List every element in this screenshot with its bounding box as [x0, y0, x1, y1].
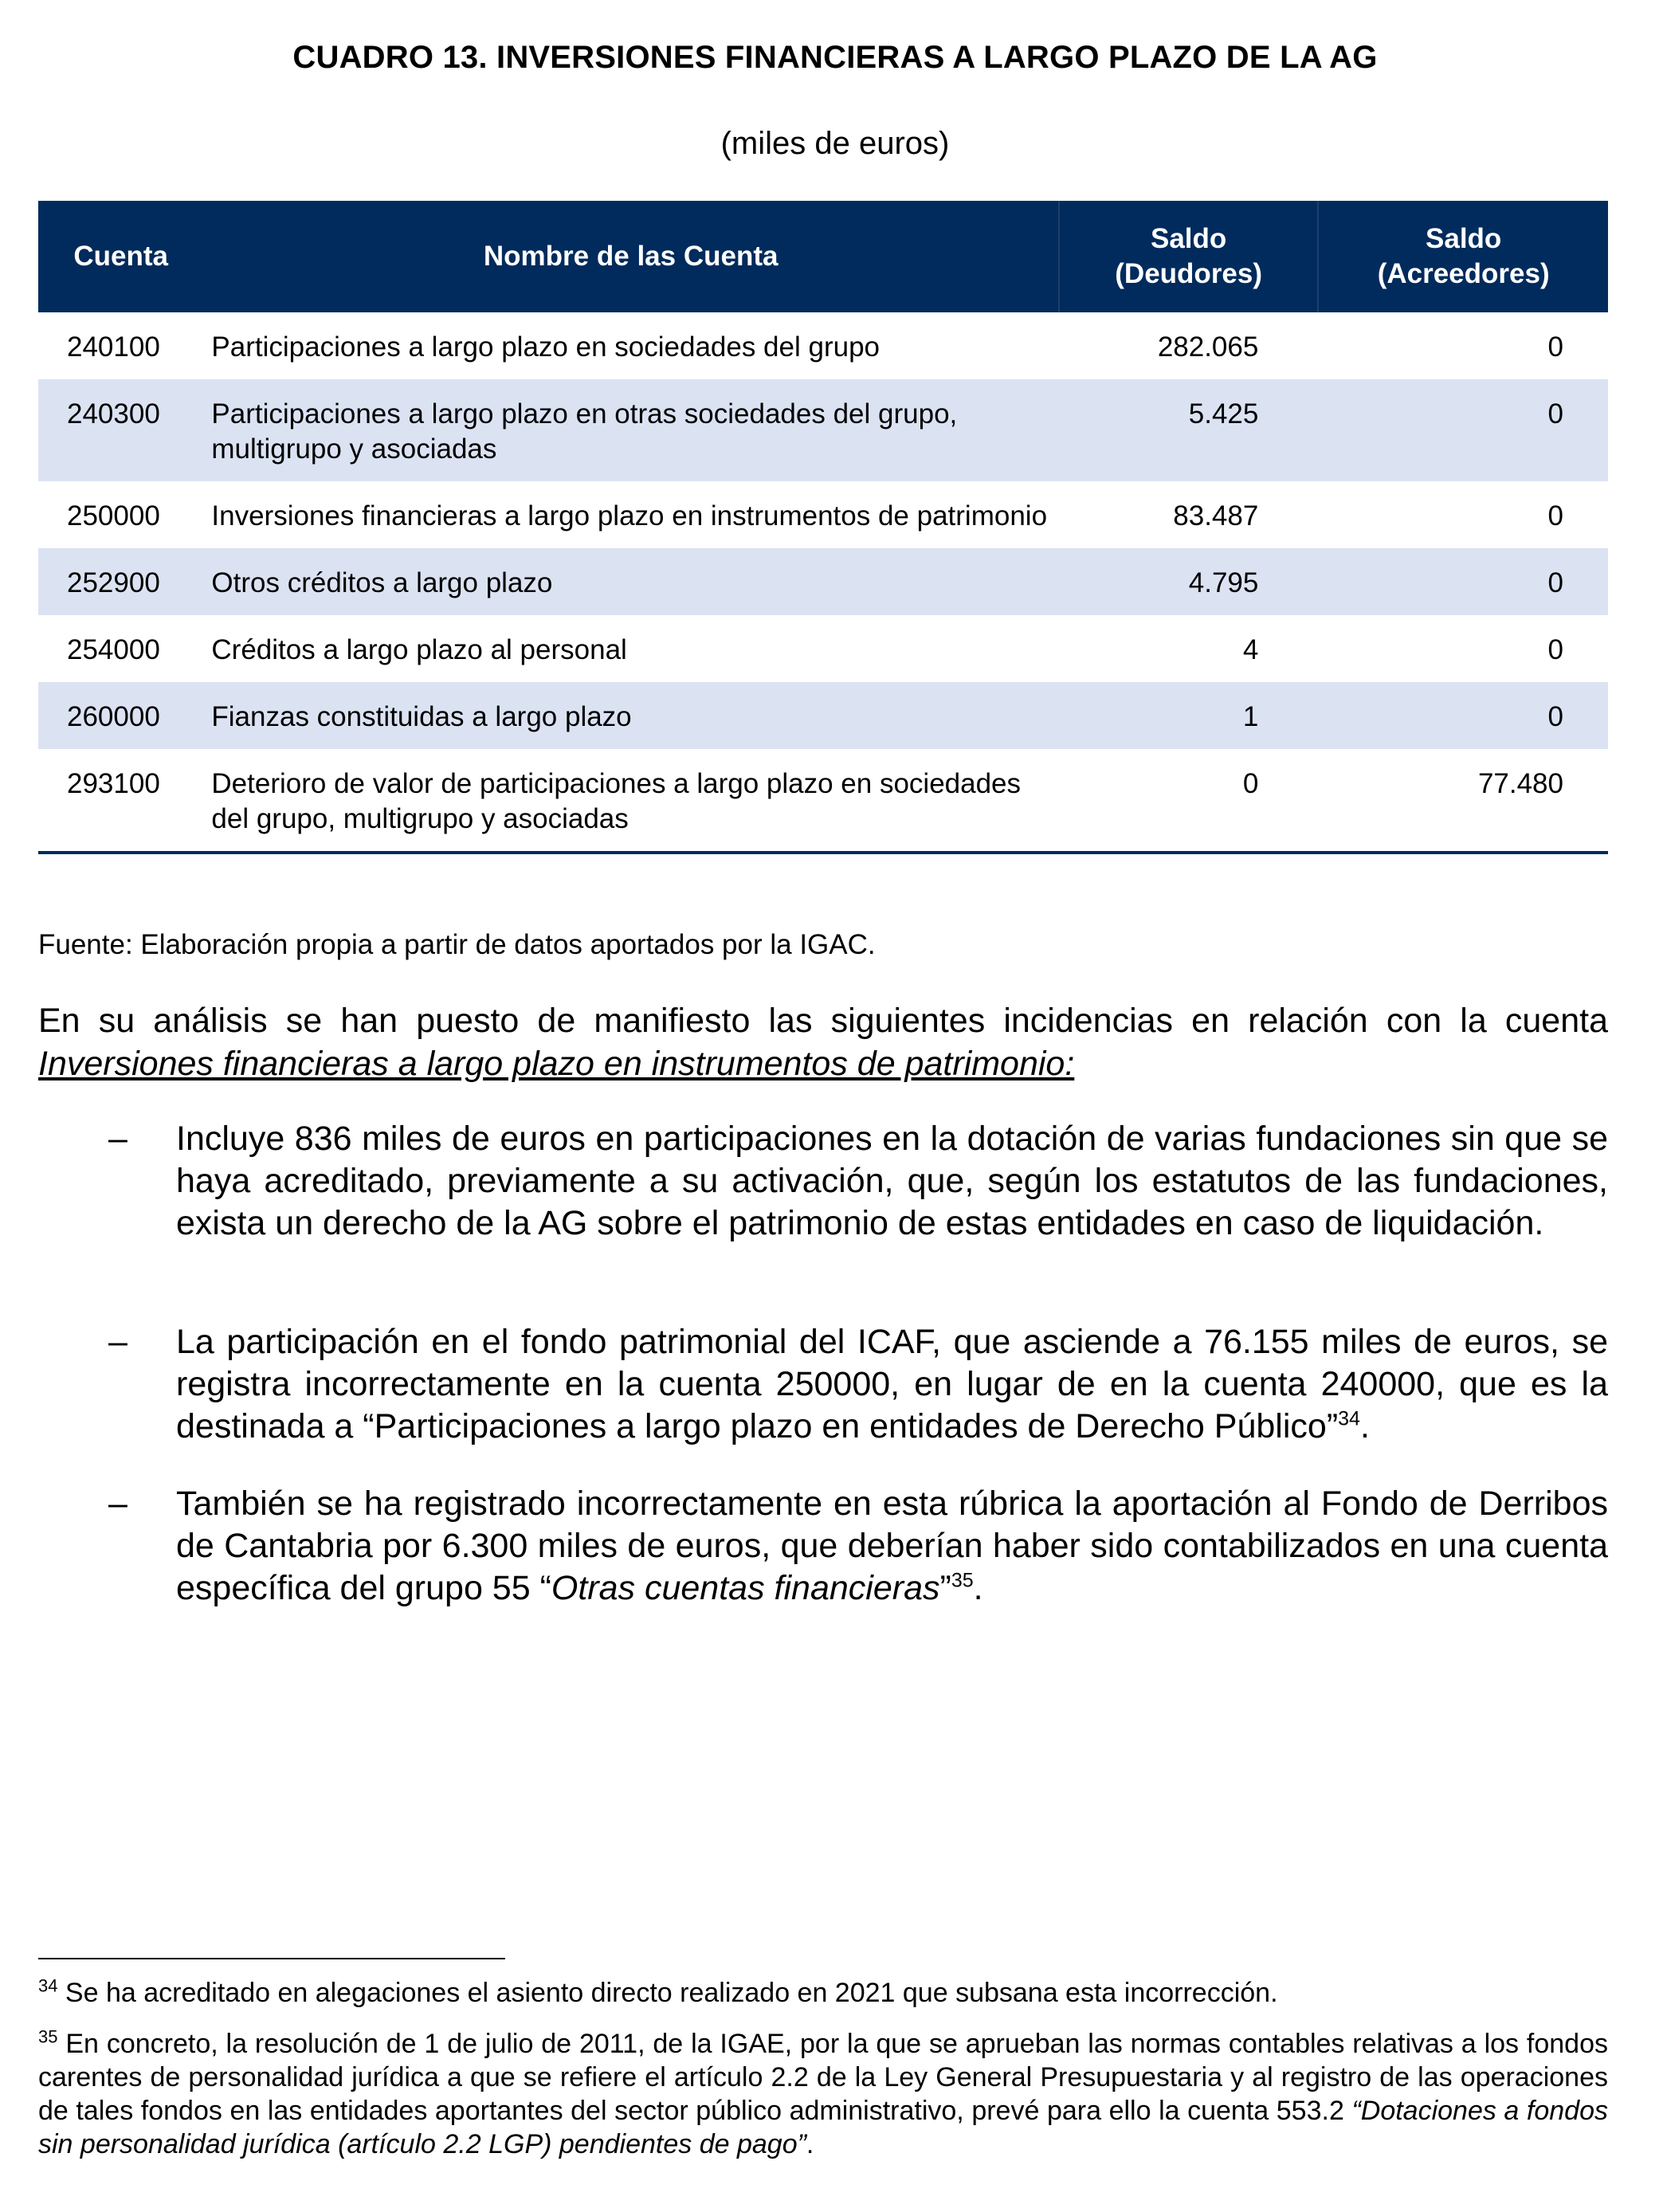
table-subtitle: (miles de euros) — [720, 126, 950, 161]
intro-text: En su análisis se han puesto de manifiesto las siguientes incidencias en relación con la cuenta — [38, 1002, 1608, 1040]
table-row — [38, 312, 1608, 379]
header-cuenta: Cuenta — [38, 201, 203, 312]
cell-nombre: Créditos a largo plazo al personal — [211, 634, 627, 665]
cell-cuenta: 254000 — [67, 634, 160, 665]
table-row — [38, 615, 1608, 682]
footnote-italic: “Dotaciones a fondos sin personalidad jurídica (artículo 2.2 LGP) pendientes de pago” — [38, 2096, 1608, 2159]
cell-acreedores: 0 — [1318, 548, 1608, 615]
cell-nombre: Inversiones financieras a largo plazo en instrumentos de patrimonio — [211, 500, 1048, 531]
cell-nombre: Participaciones a largo plazo en otras sociedades del grupo, multigrupo y asociadas — [203, 379, 1059, 481]
bullet-text-end: . — [973, 1569, 983, 1607]
footnote-separator — [38, 1958, 505, 1959]
table-row — [38, 682, 1608, 749]
cell-acreedores: 77.480 — [1318, 749, 1608, 853]
cell-deudores: 5.425 — [1059, 379, 1318, 481]
cell-acreedores: 0 — [1318, 682, 1608, 749]
footnote-34 — [38, 1976, 1608, 2010]
header-acreedores-line1: Saldo — [1426, 223, 1502, 254]
bullet-text-body: También se ha registrado incorrectamente en esta rúbrica la aportación al Fondo de Derribos de Cantabria por 6.300 miles de euros, que deberían haber sido contabilizados en una cuenta específica del grupo 55 “ — [176, 1484, 1608, 1607]
bullet-text-end: . — [1359, 1407, 1370, 1445]
cell-cuenta: 240300 — [38, 379, 203, 481]
cell-deudores: 83.487 — [1173, 500, 1259, 531]
bullet-text — [176, 1483, 1608, 1610]
footnote-text: En concreto, la resolución de 1 de julio de 2011, de la IGAE, por la que se aprueban las normas contables relativas a los fondos carentes de personalidad jurídica a que se refiere el artículo 2.2 de la Ley General Presupuestaria y al registro de las operaciones de tales fondos en las entidades aportantes del sector público administrativo, prevé para ello la cuenta 553.2 — [38, 2029, 1608, 2126]
header-saldo-deudores — [1059, 201, 1318, 312]
table-title: CUADRO 13. INVERSIONES FINANCIERAS A LARGO PLAZO DE LA AG — [292, 40, 1378, 75]
bullet-text — [176, 1321, 1608, 1448]
cell-cuenta: 252900 — [38, 548, 203, 615]
cell-nombre: Participaciones a largo plazo en sociedades del grupo — [211, 331, 881, 363]
footnote-text: Se ha acreditado en alegaciones el asiento directo realizado en 2021 que subsana esta incorrección. — [57, 1978, 1278, 2008]
header-saldo-acreedores — [1318, 201, 1608, 312]
footnote-number: 34 — [38, 1975, 58, 1996]
footnote-35 — [38, 2027, 1608, 2161]
cell-deudores: 282.065 — [1157, 331, 1259, 363]
footnote-ref-35[interactable]: 35 — [951, 1569, 974, 1592]
header-nombre: Nombre de las Cuenta — [203, 201, 1059, 312]
cell-nombre: Otros créditos a largo plazo — [203, 548, 1059, 615]
header-acreedores-line2: (Acreedores) — [1377, 258, 1550, 289]
cell-acreedores: 0 — [1318, 379, 1608, 481]
cell-deudores: 4 — [1242, 634, 1259, 665]
header-deudores-line2: (Deudores) — [1115, 258, 1263, 289]
cell-cuenta: 293100 — [38, 749, 203, 853]
bullet-text-close-quote: ” — [939, 1569, 951, 1607]
intro-account-name: Inversiones financieras a largo plazo en instrumentos de patrimonio: — [38, 1045, 1075, 1083]
cell-cuenta: 250000 — [67, 500, 160, 531]
cell-deudores: 4.795 — [1059, 548, 1318, 615]
bullet-text-italic: Otras cuentas financieras — [551, 1569, 940, 1607]
cell-nombre: Fianzas constituidas a largo plazo — [203, 682, 1059, 749]
cell-nombre: Deterioro de valor de participaciones a largo plazo en sociedades del grupo, multigrupo y asociadas — [203, 749, 1059, 853]
cell-deudores: 1 — [1059, 682, 1318, 749]
cell-deudores: 0 — [1059, 749, 1318, 853]
footnote-ref-34[interactable]: 34 — [1338, 1407, 1360, 1430]
header-deudores-line1: Saldo — [1151, 223, 1227, 254]
cell-acreedores: 0 — [1547, 331, 1563, 363]
table-header-row — [38, 201, 1608, 312]
table-row — [38, 548, 1608, 615]
cell-acreedores: 0 — [1547, 634, 1563, 665]
table-row — [38, 379, 1608, 481]
intro-paragraph — [38, 999, 1608, 1085]
footnote-number: 35 — [38, 2026, 58, 2047]
dash-icon: – — [108, 1323, 127, 1361]
footnote-end: . — [806, 2129, 814, 2159]
cell-cuenta: 240100 — [67, 331, 160, 363]
dash-icon: – — [108, 1484, 127, 1523]
cell-acreedores: 0 — [1547, 500, 1563, 531]
cell-cuenta: 260000 — [38, 682, 203, 749]
bullet-text: Incluye 836 miles de euros en participaciones en la dotación de varias fundaciones sin que se haya acreditado, previamente a su activación, que, según los estatutos de las fundaciones, exista un derecho de la AG sobre el patrimonio de estas entidades en caso de liquidación. — [176, 1120, 1608, 1242]
investments-table — [38, 201, 1608, 854]
table-row — [38, 749, 1608, 853]
dash-icon: – — [108, 1120, 127, 1158]
table-row — [38, 481, 1608, 548]
table-source: Fuente: Elaboración propia a partir de datos aportados por la IGAC. — [38, 929, 876, 960]
bullet-text-body: La participación en el fondo patrimonial del ICAF, que asciende a 76.155 miles de euros, se registra incorrectamente en la cuenta 250000, en lugar de en la cuenta 240000, que es la destinada a “Participaciones a largo plazo en entidades de Derecho Público” — [176, 1323, 1608, 1445]
